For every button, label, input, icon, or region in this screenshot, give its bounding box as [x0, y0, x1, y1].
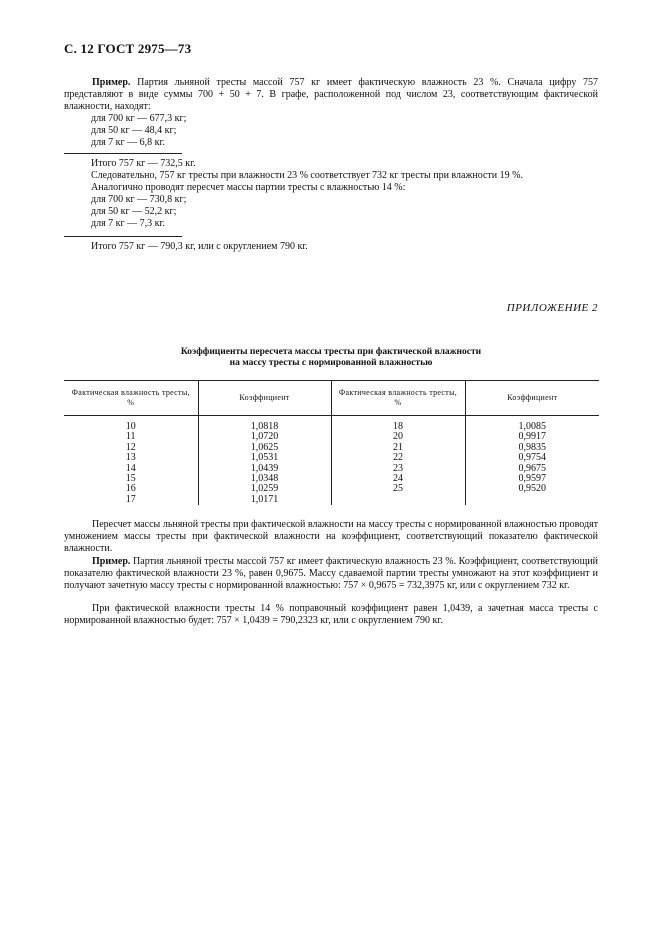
table-cell: 25	[331, 484, 465, 494]
table-cell: 15	[125, 473, 136, 485]
example-1-intro	[64, 77, 598, 149]
table-cell: 12	[125, 441, 136, 453]
table-cell: 18	[331, 416, 465, 433]
col-coefficient-1: Коэффициент	[198, 381, 331, 416]
table-cell: 21	[331, 443, 465, 453]
col-moisture-2: Фактическая влажность тресты, %	[331, 381, 465, 416]
table-title-line-2: на массу тресты с нормированной влажностью	[229, 358, 433, 368]
example-1-paragraph	[64, 77, 598, 113]
total-b: Итого 757 кг — 790,3 кг, или с округлением 790 кг.	[91, 241, 308, 252]
table-title-line-1: Коэффициенты пересчета массы тресты при фактической влажности	[180, 347, 482, 357]
example-2-paragraph	[64, 556, 598, 592]
total-a: Итого 757 кг — 732,5 кг.	[91, 158, 196, 169]
table-cell: 1,0531	[198, 453, 331, 463]
line-a-3: для 7 кг — 6,8 кг.	[91, 137, 165, 148]
conclusion: Следовательно, 757 кг тресты при влажности 23 % соответствует 732 кг тресты при влажности 19 %.	[91, 170, 523, 181]
example-2-text: Партия льняной тресты массой 757 кг имеет фактическую влажность 23 %. Коэффициент, соответствующий показателю фактической влажности 23 %, равен 0,9675. Массу сдаваемой партии тресты умножают на этот коэффициент и получают зачетную массу тресты с нормированной влажностью: 757 × 0,9675 = 732,3975 кг, или с округлением 732 кг.	[64, 556, 598, 591]
table-cell: 17	[125, 493, 136, 505]
table-cell: 20	[331, 432, 465, 442]
table-cell: 11	[125, 431, 136, 443]
example-1-continued	[64, 158, 598, 230]
table-cell: 0,9675	[465, 464, 599, 474]
col-coefficient-2: Коэффициент	[465, 381, 599, 416]
final-paragraph	[64, 603, 598, 627]
table-cell: 0,9520	[465, 484, 599, 494]
table-header-row	[64, 381, 599, 416]
coefficient-table	[64, 380, 599, 505]
example-1-text: Партия льняной тресты массой 757 кг имеет фактическую влажность 23 %. Сначала цифру 757 представляют в виде суммы 700 + 50 + 7. В графе, расположенной под числом 23, соответствующим фактической влажности, находят:	[64, 77, 599, 112]
example-2-label: Пример.	[92, 556, 131, 567]
table-row	[64, 484, 599, 494]
table-cell	[465, 495, 599, 505]
table-cell: 23	[331, 464, 465, 474]
table-cell: 1,0348	[198, 474, 331, 484]
table-cell	[331, 495, 465, 505]
table-cell: 0,9597	[465, 474, 599, 484]
table-cell: 1,0439	[198, 464, 331, 474]
table-cell: 10	[125, 421, 136, 432]
table-cell: 1,0625	[198, 443, 331, 453]
table-row	[64, 495, 599, 505]
final-text: При фактической влажности тресты 14 % поправочный коэффициент равен 1,0439, а зачетная масса тресты с нормированной влажностью будет: 757 × 1,0439 = 790,2323 кг, или с округлением 790 кг.	[64, 603, 598, 626]
similar-recalc: Аналогично проводят пересчет массы партии тресты с влажностью 14 %:	[91, 182, 406, 193]
example-1-label: Пример.	[92, 77, 131, 88]
table-cell: 24	[331, 474, 465, 484]
example-1-total	[64, 241, 598, 253]
table-cell: 0,9835	[465, 443, 599, 453]
example-2-text-block	[64, 556, 598, 592]
line-b-1: для 700 кг — 730,8 кг;	[91, 194, 187, 205]
table-cell: 14	[125, 462, 136, 474]
table-cell: 1,0818	[198, 416, 331, 433]
sum-rule-1	[64, 153, 182, 154]
table-cell: 1,0171	[198, 495, 331, 505]
sum-rule-2	[64, 236, 182, 237]
table-cell: 22	[331, 453, 465, 463]
line-a-1: для 700 кг — 677,3 кг;	[91, 113, 187, 124]
table-cell: 0,9754	[465, 453, 599, 463]
recalc-text: Пересчет массы льняной тресты при фактической влажности на массу тресты с нормированной влажностью проводят умножением массы тресты при фактической влажности на коэффициент, соответствующий показателю фактической влажности.	[64, 519, 598, 554]
line-b-2: для 50 кг — 52,2 кг;	[91, 206, 177, 217]
page-header: С. 12 ГОСТ 2975—73	[64, 41, 192, 56]
table-cell: 0,9917	[465, 432, 599, 442]
table-cell: 1,0259	[198, 484, 331, 494]
recalc-paragraph	[64, 519, 598, 555]
table-cell: 1,0720	[198, 432, 331, 442]
col-moisture-1: Фактическая влажность тресты, %	[64, 381, 198, 416]
table-cell: 16	[125, 483, 136, 495]
table-cell: 13	[125, 452, 136, 464]
line-a-2: для 50 кг — 48,4 кг;	[91, 125, 177, 136]
appendix-label: ПРИЛОЖЕНИЕ 2	[506, 302, 598, 314]
line-b-3: для 7 кг — 7,3 кг.	[91, 218, 165, 229]
table-title	[64, 347, 598, 369]
table-row	[64, 416, 599, 433]
table-cell: 1,0085	[465, 416, 599, 433]
